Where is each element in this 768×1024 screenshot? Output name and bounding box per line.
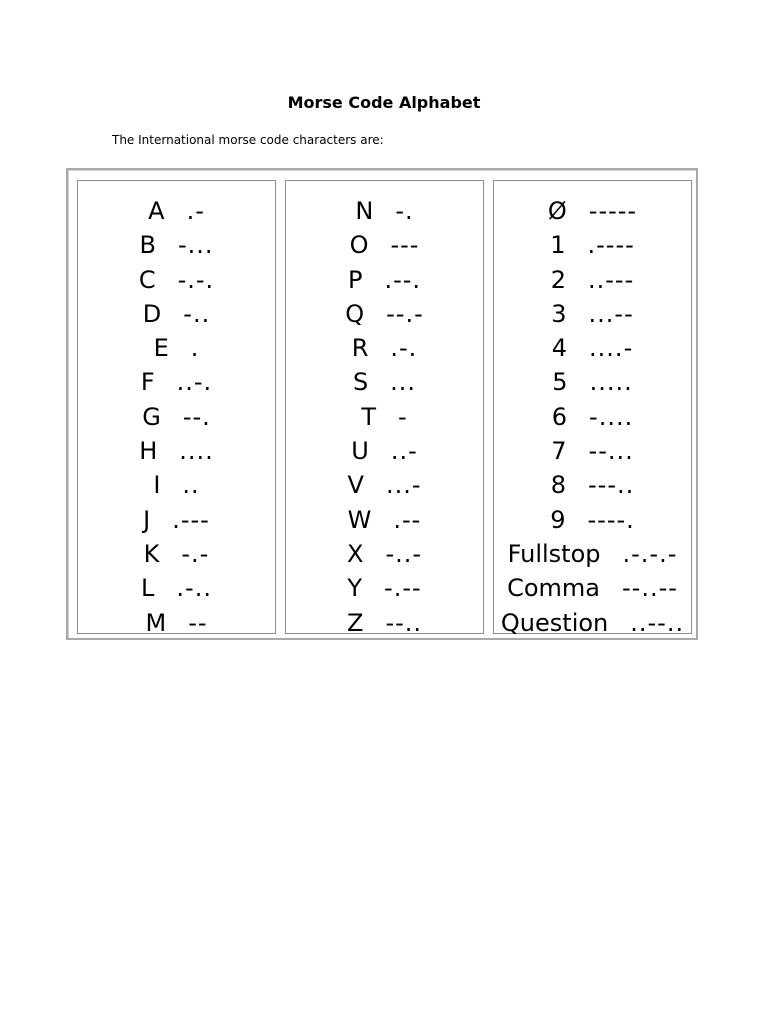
morse-code: .-	[186, 197, 205, 225]
morse-entry	[494, 228, 691, 262]
morse-entry	[78, 468, 275, 502]
character-label: V	[347, 471, 364, 500]
morse-code: .--	[393, 505, 422, 534]
morse-code: ----.	[587, 505, 635, 534]
morse-entry	[494, 365, 691, 399]
character-label: 5	[552, 368, 568, 397]
morse-code: --.	[182, 402, 211, 431]
character-label: Comma	[507, 574, 600, 603]
morse-entry	[286, 228, 483, 262]
morse-code: ---	[390, 231, 420, 260]
morse-entry	[286, 331, 483, 365]
morse-entry	[286, 194, 483, 228]
morse-code: .	[190, 334, 200, 363]
morse-code: -..	[183, 299, 211, 328]
morse-entry	[78, 503, 275, 537]
character-label: Fullstop	[507, 539, 601, 568]
morse-entry	[78, 537, 275, 571]
morse-entry	[494, 194, 691, 228]
morse-entry	[286, 606, 483, 640]
morse-code: -.	[395, 197, 414, 225]
morse-entry	[78, 331, 275, 365]
morse-code: ---..	[588, 471, 635, 500]
morse-code: -.--	[384, 574, 422, 603]
character-label: X	[346, 539, 364, 568]
morse-code: ....-	[589, 334, 634, 363]
character-label: H	[139, 437, 158, 466]
morse-entry	[286, 503, 483, 537]
morse-table	[66, 168, 698, 640]
morse-code: ..-	[390, 437, 418, 466]
character-label: B	[139, 231, 156, 260]
character-label: Question	[500, 608, 609, 637]
morse-code: ...	[390, 368, 417, 397]
character-label: G	[142, 402, 161, 431]
character-label: T	[361, 402, 376, 431]
morse-code: ...--	[588, 299, 634, 328]
morse-code: ...-	[385, 471, 422, 500]
page-title: Morse Code Alphabet	[287, 93, 481, 112]
morse-entry	[78, 297, 275, 331]
morse-entry	[286, 365, 483, 399]
intro-text: The International morse code characters are:	[112, 133, 384, 147]
morse-code: -	[398, 402, 408, 431]
character-label: P	[347, 265, 363, 294]
morse-entry	[286, 263, 483, 297]
morse-code: .-..	[176, 574, 212, 603]
character-label: Y	[347, 574, 363, 603]
digits-punctuation-column	[493, 180, 692, 637]
morse-code: .----	[587, 231, 635, 260]
morse-entry	[494, 468, 691, 502]
morse-entry	[286, 400, 483, 434]
morse-entry	[494, 331, 691, 365]
morse-entry	[78, 194, 275, 228]
morse-code: -.-.	[177, 265, 215, 294]
morse-code: -...	[177, 231, 214, 260]
morse-entry	[78, 365, 275, 399]
morse-code: ..---	[588, 265, 635, 294]
morse-code: --	[188, 608, 208, 637]
morse-entry	[78, 434, 275, 468]
morse-entry	[286, 468, 483, 502]
character-label: E	[153, 334, 169, 363]
character-label: F	[140, 368, 155, 397]
morse-entry	[286, 571, 483, 605]
character-label: 8	[550, 471, 567, 500]
morse-entry	[494, 537, 691, 571]
morse-entry	[286, 297, 483, 331]
morse-code: .-.	[390, 334, 418, 363]
character-label: K	[143, 539, 160, 568]
character-label: S	[352, 368, 369, 397]
morse-entry	[78, 228, 275, 262]
character-label: 9	[550, 505, 566, 534]
letters-n-z-column	[285, 180, 484, 637]
character-label: I	[153, 471, 161, 500]
character-label: Z	[346, 608, 364, 637]
character-label: J	[143, 505, 151, 534]
character-label: 3	[551, 299, 567, 328]
character-label: M	[145, 608, 167, 637]
character-label: N	[355, 197, 374, 225]
morse-entry	[494, 263, 691, 297]
morse-entry	[494, 434, 691, 468]
morse-code: --..	[385, 608, 423, 637]
character-label: C	[138, 265, 156, 294]
morse-code: -....	[589, 402, 634, 431]
character-label: 1	[550, 231, 566, 260]
morse-code: .-.-.-	[622, 539, 678, 568]
morse-code: ..--..	[630, 608, 685, 637]
character-label: Ø	[547, 197, 567, 225]
morse-code: .....	[589, 368, 633, 397]
morse-entry	[494, 606, 691, 640]
morse-code: -..-	[385, 539, 423, 568]
morse-entry	[78, 606, 275, 640]
character-label: 7	[551, 437, 567, 466]
letters-a-m-column	[77, 180, 276, 637]
morse-entry	[78, 263, 275, 297]
morse-code: -----	[588, 197, 638, 225]
character-label: R	[351, 334, 369, 363]
morse-entry	[494, 297, 691, 331]
morse-code: --..--	[622, 574, 678, 603]
morse-code: -.-	[181, 539, 210, 568]
morse-code: --.-	[386, 299, 424, 328]
morse-entry	[78, 571, 275, 605]
morse-code: .---	[172, 505, 210, 534]
morse-entry	[494, 503, 691, 537]
character-label: L	[141, 574, 155, 603]
character-label: O	[349, 231, 369, 260]
character-label: Q	[345, 299, 365, 328]
morse-code: ....	[179, 437, 214, 466]
morse-code: .--.	[384, 265, 422, 294]
character-label: U	[351, 437, 369, 466]
character-label: 4	[551, 334, 568, 363]
morse-entry	[78, 400, 275, 434]
morse-entry	[286, 537, 483, 571]
morse-code: --...	[588, 437, 634, 466]
morse-entry	[494, 400, 691, 434]
morse-entry	[494, 571, 691, 605]
character-label: D	[142, 299, 162, 328]
character-label: A	[148, 197, 165, 225]
morse-code: ..	[182, 471, 200, 500]
morse-code: ..-.	[176, 368, 213, 397]
character-label: 2	[550, 265, 567, 294]
morse-entry	[286, 434, 483, 468]
character-label: 6	[551, 402, 568, 431]
character-label: W	[347, 505, 372, 534]
